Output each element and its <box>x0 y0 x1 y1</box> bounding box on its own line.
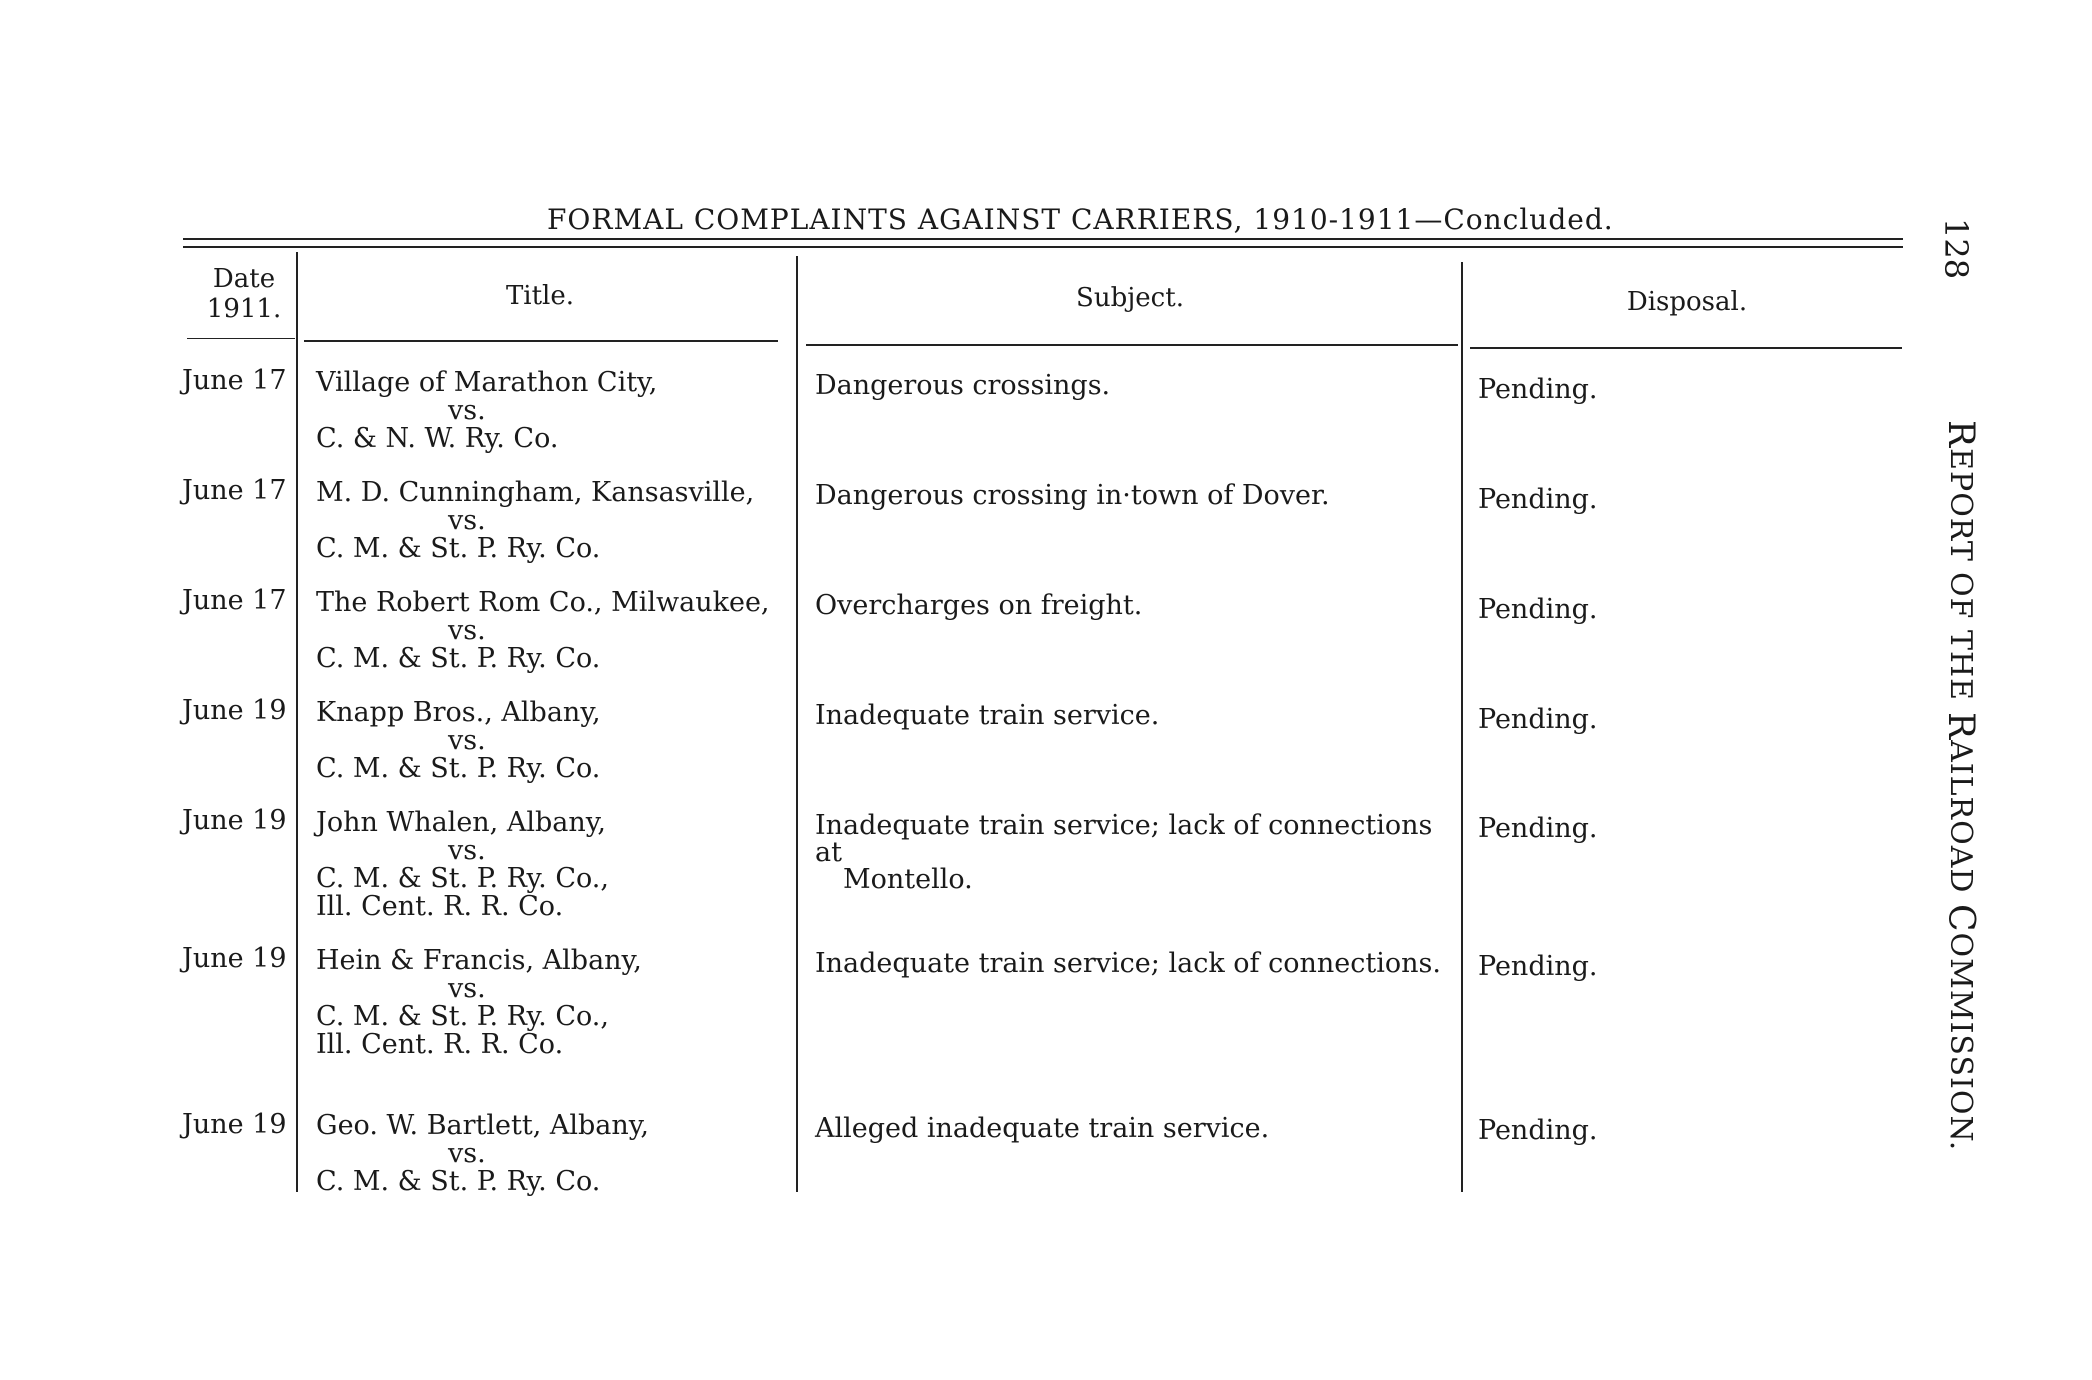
row-6-title-vs: vs. <box>448 973 486 1004</box>
row-4-title-vs: vs. <box>448 725 486 756</box>
row-6-subject-line1: Inadequate train service; lack of connections. <box>815 948 1441 979</box>
running-title-word-1: REPORT <box>1940 420 1981 562</box>
row-7-disposal: Pending. <box>1478 1115 1598 1146</box>
row-7-subject <box>815 1115 1465 1142</box>
row-1-title-party: Village of Marathon City, <box>316 367 658 398</box>
running-title-word-5: COMMISSION. <box>1940 904 1981 1152</box>
header-underline-subject <box>806 344 1458 346</box>
row-5-subject-line2: Montello. <box>843 864 973 895</box>
row-2-title-carrier: C. M. & St. P. Ry. Co. <box>316 533 601 564</box>
column-separator-title-subject <box>796 256 798 1192</box>
row-4-title <box>316 699 796 783</box>
row-4-title-party: Knapp Bros., Albany, <box>316 697 601 728</box>
row-5-title <box>316 809 796 921</box>
header-underline-date <box>187 338 295 339</box>
row-4-date: June 19 <box>182 695 287 726</box>
row-1-title-carrier: C. & N. W. Ry. Co. <box>316 423 559 454</box>
row-7-date: June 19 <box>182 1109 287 1140</box>
running-title-word-3: THE <box>1943 630 1978 702</box>
row-7-title-party: Geo. W. Bartlett, Albany, <box>316 1110 650 1141</box>
row-6-disposal: Pending. <box>1478 951 1598 982</box>
row-3-title <box>316 589 796 673</box>
row-7-title-carrier: C. M. & St. P. Ry. Co. <box>316 1166 601 1197</box>
column-header-disposal: Disposal. <box>1626 287 1748 317</box>
row-6-title-carrier-1: C. M. & St. P. Ry. Co., <box>316 1001 609 1032</box>
row-1-title-vs: vs. <box>448 395 486 426</box>
heading-rule-bottom <box>183 246 1903 248</box>
row-5-date: June 19 <box>182 805 287 836</box>
row-3-subject <box>815 592 1465 619</box>
running-title-word-2: OF <box>1943 572 1978 620</box>
column-header-date-line2: 1911. <box>206 294 282 324</box>
running-title-word-4: RAILROAD <box>1940 712 1981 894</box>
row-2-title-vs: vs. <box>448 505 486 536</box>
row-7-subject-line1: Alleged inadequate train service. <box>815 1113 1270 1144</box>
row-2-title <box>316 479 796 563</box>
column-header-subject: Subject. <box>1076 283 1184 313</box>
row-5-title-carrier-1: C. M. & St. P. Ry. Co., <box>316 863 609 894</box>
running-title-vertical <box>1940 420 1981 1151</box>
row-2-title-party: M. D. Cunningham, Kansasville, <box>316 477 755 508</box>
row-5-disposal: Pending. <box>1478 813 1598 844</box>
row-5-subject-line1: Inadequate train service; lack of connections at <box>815 810 1433 868</box>
row-6-title-party: Hein & Francis, Albany, <box>316 945 642 976</box>
row-4-disposal: Pending. <box>1478 704 1598 735</box>
header-underline-title <box>304 340 778 342</box>
row-1-disposal: Pending. <box>1478 374 1598 405</box>
row-4-subject <box>815 702 1465 729</box>
row-2-disposal: Pending. <box>1478 484 1598 515</box>
row-3-title-vs: vs. <box>448 615 486 646</box>
row-3-subject-line1: Overcharges on freight. <box>815 590 1143 621</box>
row-4-subject-line1: Inadequate train service. <box>815 700 1160 731</box>
row-2-subject-line1: Dangerous crossing in·town of Dover. <box>815 480 1330 511</box>
row-5-title-carrier-2: Ill. Cent. R. R. Co. <box>316 891 564 922</box>
row-6-subject <box>815 950 1465 977</box>
row-3-title-party: The Robert Rom Co., Milwaukee, <box>316 587 770 618</box>
column-header-title: Title. <box>505 281 575 311</box>
row-2-date: June 17 <box>182 475 287 506</box>
row-1-subject-line1: Dangerous crossings. <box>815 370 1111 401</box>
row-1-date: June 17 <box>182 365 287 396</box>
row-6-title <box>316 947 796 1059</box>
row-2-subject <box>815 482 1465 509</box>
row-3-disposal: Pending. <box>1478 594 1598 625</box>
row-4-title-carrier: C. M. & St. P. Ry. Co. <box>316 753 601 784</box>
page-heading: FORMAL COMPLAINTS AGAINST CARRIERS, 1910-1911—Concluded. <box>547 203 1614 236</box>
row-3-title-carrier: C. M. & St. P. Ry. Co. <box>316 643 601 674</box>
row-7-title <box>316 1112 796 1196</box>
page-number: 128 <box>1937 218 1975 280</box>
row-1-subject <box>815 372 1465 399</box>
row-6-date: June 19 <box>182 943 287 974</box>
row-5-title-party: John Whalen, Albany, <box>316 807 606 838</box>
heading-rule-top <box>183 238 1903 240</box>
row-7-title-vs: vs. <box>448 1138 486 1169</box>
row-1-title <box>316 369 796 453</box>
row-6-title-carrier-2: Ill. Cent. R. R. Co. <box>316 1029 564 1060</box>
row-5-title-vs: vs. <box>448 835 486 866</box>
column-header-date <box>185 264 303 324</box>
header-underline-disposal <box>1470 347 1902 349</box>
row-3-date: June 17 <box>182 585 287 616</box>
column-header-date-line1: Date <box>212 264 276 294</box>
row-5-subject <box>815 812 1465 893</box>
column-separator-date-title <box>296 252 298 1192</box>
